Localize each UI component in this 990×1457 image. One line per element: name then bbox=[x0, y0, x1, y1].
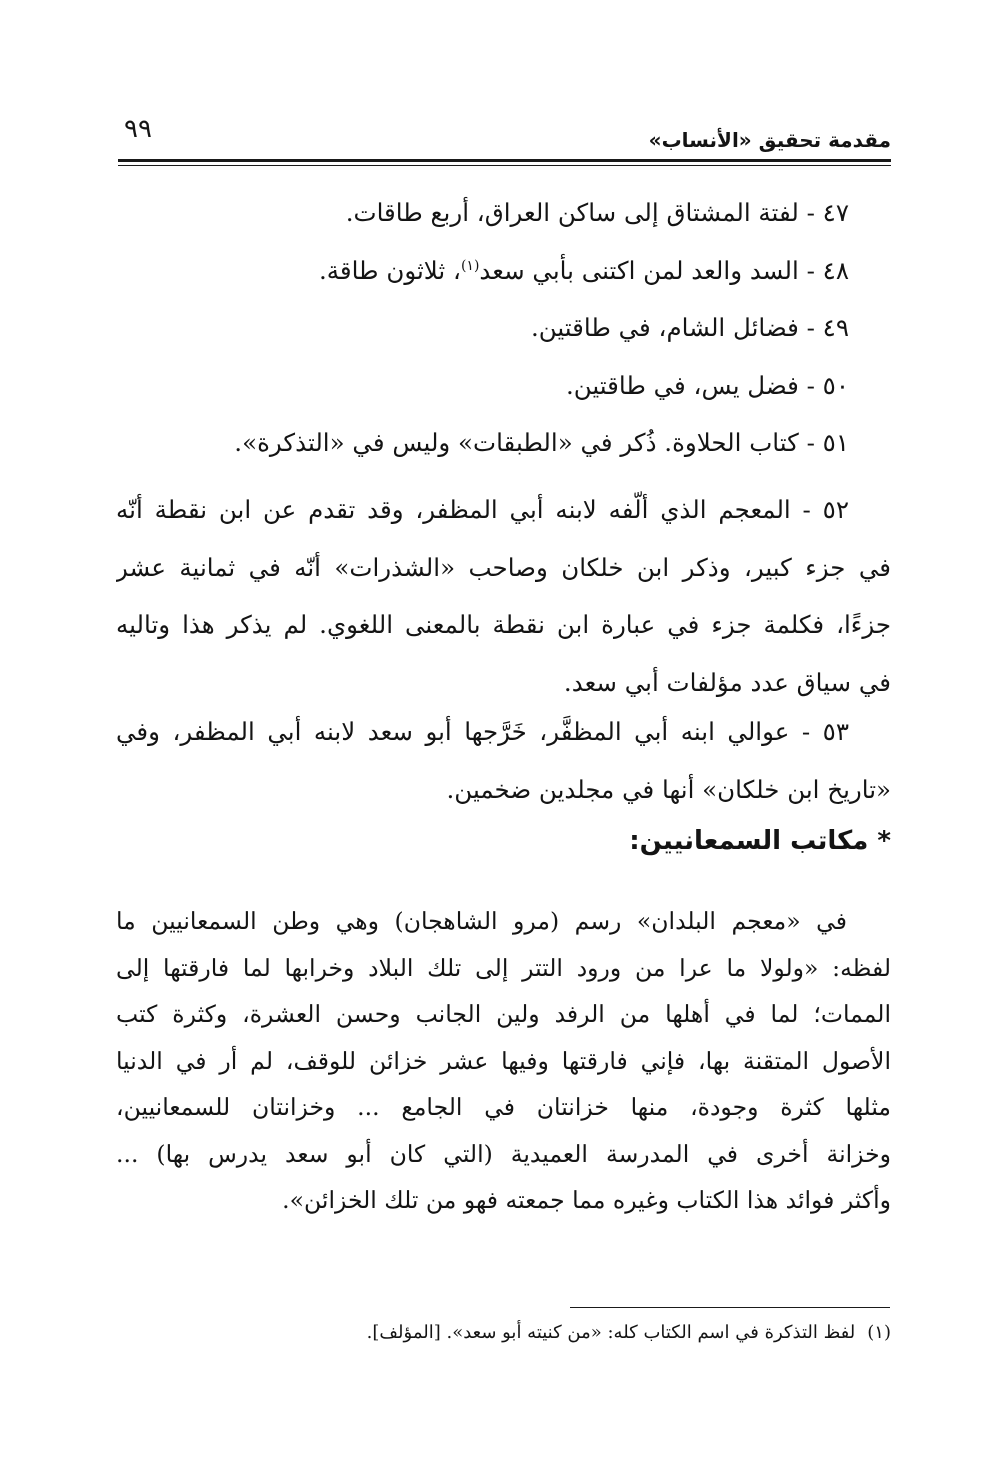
list-item-53 bbox=[116, 703, 891, 818]
list-item-51: ٥١ - كتاب الحلاوة. ذُكر في «الطبقات» وليس في «التذكرة». bbox=[234, 428, 849, 457]
item-52-line: ٥٢ - المعجم الذي ألّفه لابنه أبي المظفر، وقد تقدم عن ابن نقطة أنّه bbox=[116, 495, 849, 524]
list-item-47: ٤٧ - لفتة المشتاق إلى ساكن العراق، أربع طاقات. bbox=[345, 198, 849, 227]
footnote-text: لفظ التذكرة في اسم الكتاب كله: «من كنيته أبو سعد». [المؤلف]. bbox=[366, 1322, 856, 1343]
footnote bbox=[367, 1322, 891, 1343]
paragraph-line: في «معجم البلدان» رسم (مرو الشاهجان) وهي وطن السمعانيين ما bbox=[116, 907, 847, 935]
body-paragraph bbox=[116, 898, 891, 1224]
list-item-52 bbox=[116, 481, 891, 711]
paragraph-line: لفظه: «ولولا ما عرا من ورود التتر إلى تلك البلاد وخرابها لما فارقتها إلى bbox=[116, 953, 891, 982]
book-list-items bbox=[116, 184, 891, 472]
item-53-line: ٥٣ - عوالي ابنه أبي المظفَّر، خَرَّجها أبو سعد لابنه أبي المظفر، وفي bbox=[116, 717, 849, 746]
item-53-line: «تاريخ ابن خلكان» أنها في مجلدين ضخمين. bbox=[446, 774, 891, 804]
running-title: مقدمة تحقيق «الأنساب» bbox=[648, 128, 891, 152]
header-rule-thin bbox=[118, 165, 891, 166]
page-number: ٩٩ bbox=[124, 114, 152, 144]
list-item-49: ٤٩ - فضائل الشام، في طاقتين. bbox=[530, 313, 849, 342]
paragraph-line: وخزانة أخرى في المدرسة العميدية (التي كان أبو سعد يدرس بها) ... bbox=[116, 1139, 891, 1168]
footnote-reference: (١) bbox=[460, 257, 480, 274]
header-rule-thick bbox=[118, 159, 891, 162]
paragraph-line: مثلها كثرة وجودة، منها خزانتان في الجامع ... وخزانتان للسمعانيين، bbox=[116, 1093, 891, 1121]
item-52-line: في جزء كبير، وذكر ابن خلكان وصاحب «الشذرات» أنّه في ثمانية عشر bbox=[116, 552, 891, 582]
paragraph-line: وأكثر فوائد هذا الكتاب وغيره مما جمعته فهو من تلك الخزائن». bbox=[282, 1186, 891, 1214]
list-item-50: ٥٠ - فضل يس، في طاقتين. bbox=[565, 370, 849, 400]
footnote-number: (١) bbox=[867, 1322, 891, 1343]
list-item-48: ٤٨ - السد والعد لمن اكتنى بأبي سعد$^{(١)}$، ثلاثون طاقة. bbox=[318, 255, 849, 285]
section-heading: * مكاتب السمعانيين: bbox=[629, 826, 891, 856]
item-52-line: في سياق عدد مؤلفات أبي سعد. bbox=[563, 667, 891, 697]
paragraph-line: الممات؛ لما في أهلها من الرفد ولين الجانب وحسن العشرة، وكثرة كتب bbox=[116, 1000, 891, 1028]
paragraph-line: الأصول المتقنة بها، فإني فارقتها وفيها عشر خزائن للوقف، لم أر في الدنيا bbox=[116, 1046, 891, 1075]
footnote-rule bbox=[570, 1307, 890, 1308]
item-52-line: جزءًا، فكلمة جزء في عبارة ابن نقطة بالمعنى اللغوي. لم يذكر هذا وتاليه bbox=[116, 610, 891, 639]
page-header bbox=[118, 110, 891, 160]
